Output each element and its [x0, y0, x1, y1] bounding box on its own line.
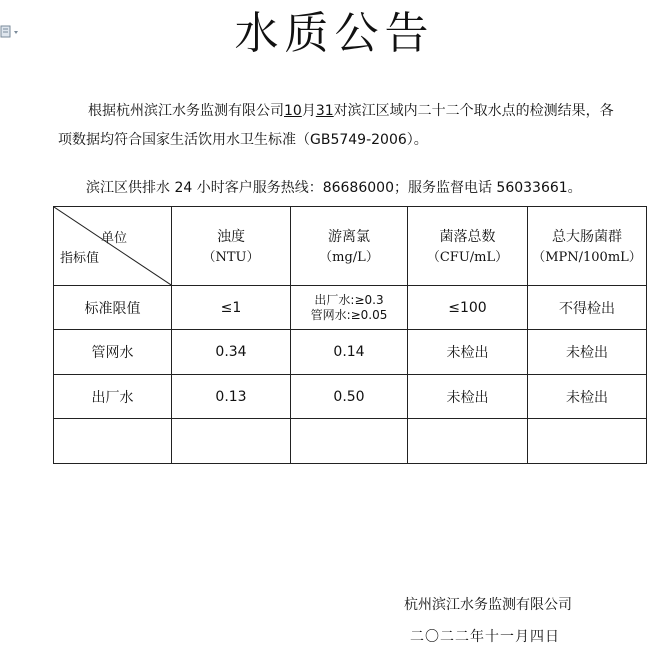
- signature-company: 杭州滨江水务监测有限公司: [404, 597, 572, 613]
- table-row: [54, 330, 647, 375]
- row-label: 标准限值: [54, 285, 172, 330]
- header-colony-count: 菌落总数 （CFU/mL）: [408, 207, 528, 286]
- cell-coliform: 未检出: [528, 330, 647, 375]
- table-corner-cell: [54, 207, 172, 286]
- limit-coliform: 不得检出: [528, 285, 647, 330]
- row-label: 出厂水: [54, 374, 172, 419]
- notice-month: 10: [284, 103, 302, 119]
- page-title: 水质公告: [234, 8, 435, 59]
- signature-date: 二〇二二年十一月四日: [410, 629, 560, 645]
- header-free-chlorine: 游离氯 （mg/L）: [291, 207, 408, 286]
- header-total-coliform: 总大肠菌群 （MPN/100mL）: [528, 207, 647, 286]
- limit-chlorine: 出厂水:≥0.3 管网水:≥0.05: [291, 285, 408, 330]
- service-hotline: 滨江区供排水 24 小时客户服务热线：86686000；服务监督电话 56033661。: [86, 180, 582, 196]
- header-turbidity: 浊度 （NTU）: [172, 207, 291, 286]
- corner-indicator-label: 指标值: [60, 251, 100, 266]
- table-header-row: [54, 207, 647, 286]
- cell-chlorine: 0.50: [291, 374, 408, 419]
- cell-turbidity: 0.13: [172, 374, 291, 419]
- cell-coliform: 未检出: [528, 374, 647, 419]
- water-quality-table: [53, 206, 647, 464]
- corner-unit-label: 单位: [100, 231, 127, 246]
- cell-colony: 未检出: [408, 374, 528, 419]
- table-empty-row: [54, 419, 647, 464]
- limit-turbidity: ≤1: [172, 285, 291, 330]
- limit-colony: ≤100: [408, 285, 528, 330]
- cell-chlorine: 0.14: [291, 330, 408, 375]
- table-row: [54, 285, 647, 330]
- row-label: 管网水: [54, 330, 172, 375]
- notice-day: 31: [315, 103, 334, 119]
- cell-turbidity: 0.34: [172, 330, 291, 375]
- cell-colony: 未检出: [408, 330, 528, 375]
- table-row: [54, 374, 647, 419]
- notice-paragraph: 根据杭州滨江水务监测有限公司10月31对滨江区域内二十二个取水点的检测结果，各项数据均符合国家生活饮用水卫生标准（GB5749-2006）。: [58, 103, 614, 148]
